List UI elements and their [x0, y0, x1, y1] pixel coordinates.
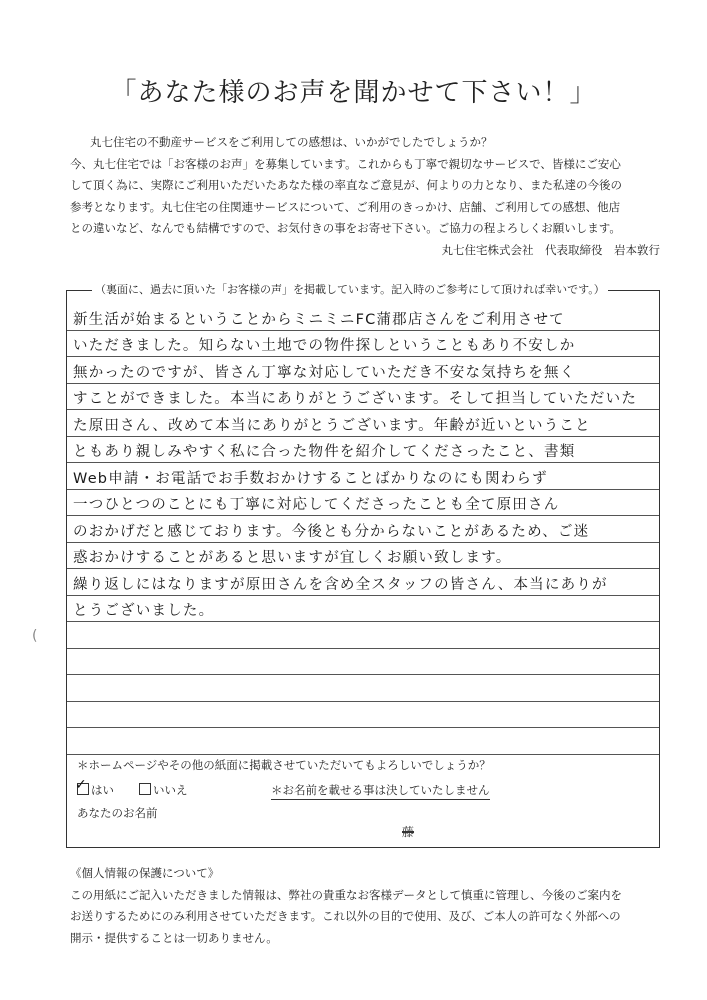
- ruled-row: [67, 437, 659, 464]
- ruled-row: [67, 304, 659, 331]
- ruled-row: [67, 622, 659, 649]
- intro-line: して頂く為に、実際にご利用いただいたあなた様の率直なご意見が、何よりの力となり、また私達の今後の: [70, 178, 622, 192]
- ruled-row: [67, 516, 659, 543]
- ruled-row: [67, 490, 659, 517]
- feedback-box: [66, 290, 660, 848]
- company-signature: 丸七住宅株式会社 代表取締役 岩本敦行: [441, 242, 660, 257]
- ruled-row: [67, 702, 659, 729]
- page-title: 「あなた様のお声を聞かせて下さい！」: [110, 78, 597, 108]
- ruled-row: [67, 331, 659, 358]
- ruled-row: [67, 463, 659, 490]
- check-mark-icon: ✓: [75, 777, 87, 793]
- handwritten-line: ともあり親しみやすく私に合った物件を紹介してくださったこと、書類: [73, 444, 576, 460]
- intro-line: との違いなど、なんでも結構ですので、お気付きの事をお寄せ下さい。ご協力の程よろしくお願いします。: [70, 221, 621, 235]
- consent-question: ＊ホームページやその他の紙面に掲載させていただいてもよろしいでしょうか？: [77, 758, 491, 772]
- ruled-row: [67, 649, 659, 676]
- consent-yes-option[interactable]: [75, 777, 114, 798]
- yes-label: はい: [91, 783, 114, 797]
- privacy-section: [70, 863, 670, 949]
- handwritten-line: すことができました。本当にありがとうございます。そして担当していただいた: [73, 391, 638, 407]
- handwritten-line: 一つひとつのことにも丁寧に対応してくださったことも全て原田さん: [73, 497, 560, 513]
- handwritten-line: 繰り返しにはなりますが原田さんを含め全スタッフの皆さん、本当にありが: [73, 576, 608, 593]
- name-field[interactable]: 藤: [402, 825, 415, 839]
- handwritten-line: 新生活が始まるということからミニミニFC蒲郡店さんをご利用させて: [73, 311, 565, 328]
- ruled-row: [67, 357, 659, 384]
- consent-no-option[interactable]: [139, 782, 188, 798]
- handwritten-line: た原田さん、改めて本当にありがとうございます。年齢が近いということ: [73, 417, 591, 434]
- yes-checkbox[interactable]: [75, 777, 89, 795]
- ruled-row: [67, 569, 659, 596]
- privacy-heading: 《個人情報の保護について》: [70, 866, 220, 880]
- privacy-line: 開示・提供することは一切ありません。: [70, 930, 278, 945]
- ruled-row: [67, 384, 659, 411]
- privacy-line: お送りするためにのみ利用させていただきます。これ以外の目的で使用、及び、ご本人の許可なく外部への: [70, 909, 621, 923]
- handwritten-line: Web申請・お電話でお手数おかけすることばかりなのにも関わらず: [73, 470, 548, 487]
- ruled-row: [67, 543, 659, 570]
- handwritten-line: いただきました。知らない土地での物件探しということもあり不安しか: [73, 338, 576, 354]
- ruled-lines: [67, 304, 659, 755]
- intro-text: [70, 132, 660, 261]
- name-label: あなたのお名前: [77, 806, 158, 820]
- handwritten-line: とうございました。: [73, 603, 215, 619]
- intro-line: 今、丸七住宅では「お客様のお声」を募集しています。これからも丁寧で親切なサービスで、皆様にご安心: [70, 156, 621, 171]
- ruled-row: [67, 410, 659, 437]
- no-label: いいえ: [153, 783, 188, 797]
- ruled-row: [67, 728, 659, 755]
- handwritten-line: のおかげだと感じております。今後とも分からないことがあるため、ご迷: [73, 523, 590, 540]
- intro-line: 参考となります。丸七住宅の住関連サービスについて、ご利用のきっかけ、店舗、ご利用しての感想、他店: [70, 199, 621, 214]
- no-checkbox[interactable]: [139, 783, 151, 795]
- handwritten-line: 惑おかけすることがあると思いますが宜しくお願い致します。: [73, 550, 512, 566]
- box-header-note: （裏面に、過去に頂いた「お客様の声」を掲載しています。記入時のご参考にして頂ければ幸いです。）: [92, 281, 608, 297]
- ruled-row: [67, 675, 659, 702]
- handwritten-line: 無かったのですが、皆さん丁寧な対応していただき不安な気持ちを無く: [73, 364, 576, 381]
- privacy-line: この用紙にご記入いただきました情報は、弊社の貴重なお客様データとして慎重に管理し、今後のご案内を: [70, 887, 622, 902]
- ruled-row: [67, 596, 659, 623]
- intro-first-line: 丸七住宅の不動産サービスをご利用しての感想は、いかがでしたでしょうか？: [90, 135, 493, 149]
- name-privacy-note: ＊お名前を載せる事は決していたしません: [271, 782, 490, 800]
- margin-mark: (: [32, 628, 38, 644]
